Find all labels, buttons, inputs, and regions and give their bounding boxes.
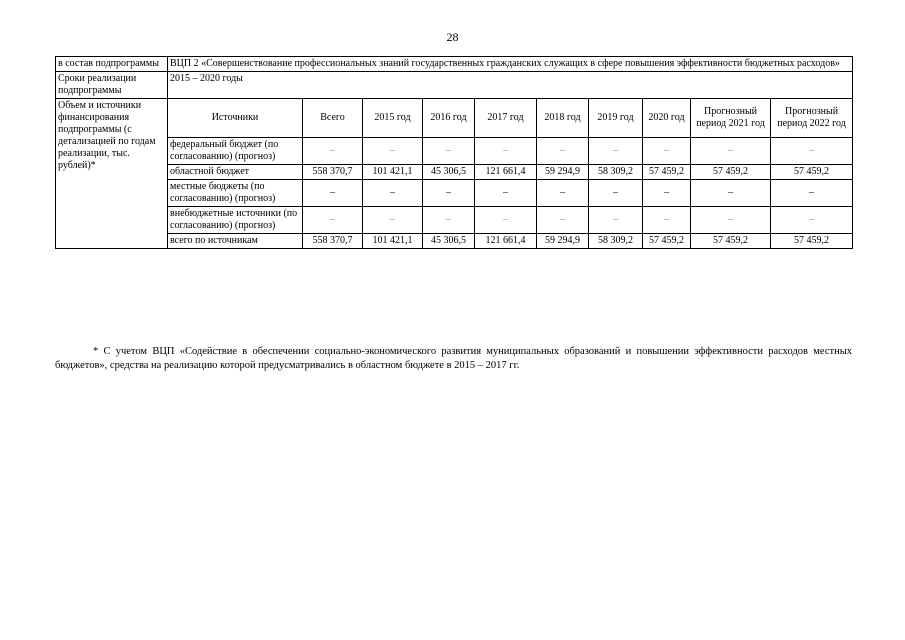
cell: – — [475, 138, 537, 165]
source-extrabudget: внебюджетные источники (по согласованию) (прогноз) — [168, 207, 303, 234]
header-2020: 2020 год — [643, 99, 691, 138]
cell: – — [537, 207, 589, 234]
cell: – — [475, 180, 537, 207]
page-number: 28 — [446, 30, 459, 44]
row-federal — [56, 138, 853, 165]
cell: – — [643, 180, 691, 207]
row-regional — [56, 165, 853, 180]
cell: – — [537, 180, 589, 207]
cell: – — [589, 138, 643, 165]
cell: 57 459,2 — [771, 165, 853, 180]
header-2021: Прогнозный период 2021 год — [691, 99, 771, 138]
cell: – — [423, 138, 475, 165]
cell: – — [643, 207, 691, 234]
cell: 45 306,5 — [423, 165, 475, 180]
cell: – — [303, 180, 363, 207]
source-regional: областной бюджет — [168, 165, 303, 180]
row-total — [56, 234, 853, 249]
header-2022: Прогнозный период 2022 год — [771, 99, 853, 138]
source-local: местные бюджеты (по согласованию) (прогноз) — [168, 180, 303, 207]
composition-label: в состав подпрограммы — [56, 57, 168, 72]
source-federal: федеральный бюджет (по согласованию) (прогноз) — [168, 138, 303, 165]
composition-value: ВЦП 2 «Совершенствование профессиональных знаний государственных гражданских служащих в сфере повышения эффективности бюджетных расходов» — [168, 57, 853, 72]
financing-header-row — [56, 99, 853, 138]
cell: 58 309,2 — [589, 165, 643, 180]
cell: 45 306,5 — [423, 234, 475, 249]
cell: 57 459,2 — [771, 234, 853, 249]
cell: – — [537, 138, 589, 165]
cell: – — [589, 180, 643, 207]
cell: 59 294,9 — [537, 234, 589, 249]
cell: 558 370,7 — [303, 234, 363, 249]
cell: – — [475, 207, 537, 234]
cell: – — [303, 138, 363, 165]
header-sources: Источники — [168, 99, 303, 138]
cell: – — [771, 180, 853, 207]
cell: – — [771, 138, 853, 165]
financing-label: Объем и источники финансирования подпрограммы (с детализацией по годам реализации, тыс. рублей)* — [56, 99, 168, 249]
cell: – — [771, 207, 853, 234]
period-row — [56, 72, 853, 99]
cell: 57 459,2 — [643, 165, 691, 180]
cell: – — [691, 180, 771, 207]
cell: 121 661,4 — [475, 234, 537, 249]
cell: – — [589, 207, 643, 234]
cell: – — [691, 138, 771, 165]
cell: – — [303, 207, 363, 234]
cell: – — [363, 207, 423, 234]
subprogram-passport-table — [55, 56, 853, 249]
row-local — [56, 180, 853, 207]
header-total: Всего — [303, 99, 363, 138]
header-2017: 2017 год — [475, 99, 537, 138]
header-2018: 2018 год — [537, 99, 589, 138]
cell: – — [643, 138, 691, 165]
cell: 101 421,1 — [363, 234, 423, 249]
header-2015: 2015 год — [363, 99, 423, 138]
row-extrabudget — [56, 207, 853, 234]
cell: 101 421,1 — [363, 165, 423, 180]
period-label: Сроки реализации подпрограммы — [56, 72, 168, 99]
cell: 57 459,2 — [691, 165, 771, 180]
cell: 57 459,2 — [643, 234, 691, 249]
cell: 121 661,4 — [475, 165, 537, 180]
cell: 58 309,2 — [589, 234, 643, 249]
cell: – — [423, 180, 475, 207]
cell: – — [423, 207, 475, 234]
cell: – — [363, 180, 423, 207]
composition-row — [56, 57, 853, 72]
cell: 558 370,7 — [303, 165, 363, 180]
header-2019: 2019 год — [589, 99, 643, 138]
cell: – — [691, 207, 771, 234]
cell: – — [363, 138, 423, 165]
cell: 57 459,2 — [691, 234, 771, 249]
footnote: * С учетом ВЦП «Содействие в обеспечении социально-экономического развития муниципальных образований и повышении эффективности расходов местных бюджетов», средства на реализацию которой предусматривались в областном бюджете в 2015 – 2017 гг. — [55, 346, 852, 371]
header-2016: 2016 год — [423, 99, 475, 138]
period-value: 2015 – 2020 годы — [168, 72, 853, 99]
source-total: всего по источникам — [168, 234, 303, 249]
cell: 59 294,9 — [537, 165, 589, 180]
